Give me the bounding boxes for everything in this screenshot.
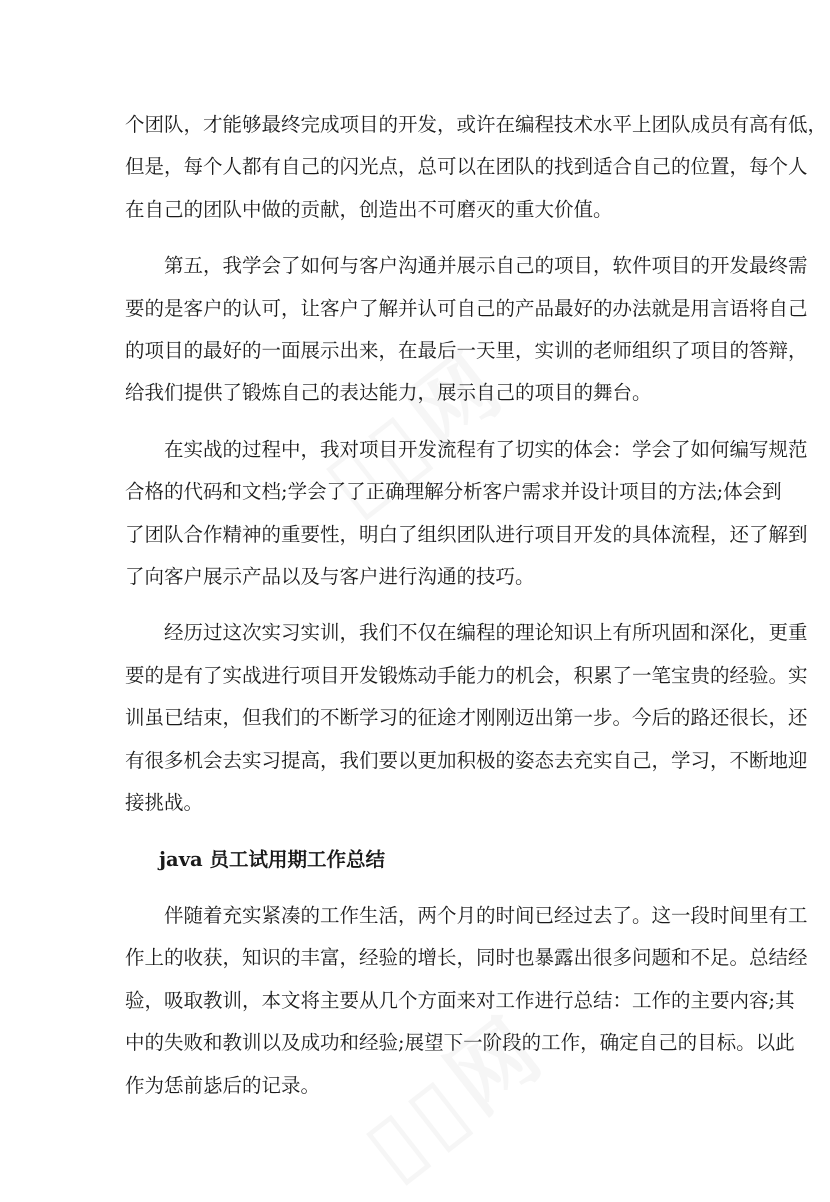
text-line: 验，吸取教训，本文将主要从几个方面来对工作进行总结：工作的主要内容;其: [125, 988, 795, 1012]
text-line: 了向客户展示产品以及与客户进行沟通的技巧。: [125, 565, 535, 589]
text-line: 作上的收获，知识的丰富，经验的增长，同时也暴露出很多问题和不足。总结经: [125, 946, 808, 970]
paragraph-training-summary: [125, 612, 808, 824]
text-line: 了团队合作精神的重要性，明白了组织团队进行项目开发的具体流程，还了解到: [125, 522, 808, 546]
paragraph-practice-experience: [125, 429, 808, 599]
text-line: 经历过这次实习实训，我们不仅在编程的理论知识上有所巩固和深化，更重: [164, 621, 808, 645]
text-line: 要的是有了实战进行项目开发锻炼动手能力的机会，积累了一笔宝贵的经验。实: [125, 663, 808, 687]
text-line: 有很多机会去实习提高，我们要以更加积极的姿态去充实自己，学习，不断地迎: [125, 748, 808, 772]
text-line: 第五，我学会了如何与客户沟通并展示自己的项目，软件项目的开发最终需: [164, 254, 808, 278]
text-line: 伴随着充实紧凑的工作生活，两个月的时间已经过去了。这一段时间里有工: [164, 903, 808, 927]
text-line: 个团队，才能够最终完成项目的开发，或许在编程技术水平上团队成员有高有低，: [125, 113, 828, 136]
paragraph-team-contribution: [125, 104, 828, 231]
section-heading: java 员工试用期工作总结: [159, 847, 385, 871]
text-line: 在实战的过程中，我对项目开发流程有了切实的体会：学会了如何编写规范: [164, 437, 808, 461]
text-line: 作为恁前毖后的记录。: [125, 1073, 321, 1097]
text-line: 中的失败和教训以及成功和经验;展望下一阶段的工作，确定自己的目标。以此: [125, 1031, 795, 1055]
document-body: [125, 104, 828, 1121]
text-line: 给我们提供了锻炼自己的表达能力，展示自己的项目的舞台。: [125, 381, 652, 405]
paragraph-client-communication: [125, 245, 808, 415]
text-line: 的项目的最好的一面展示出来，在最后一天里，实训的老师组织了项目的答辩，: [125, 339, 808, 363]
text-line: 但是，每个人都有自己的闪光点，总可以在团队的找到适合自己的位置，每个人: [125, 155, 808, 179]
text-line: 合格的代码和文档;学会了了正确理解分析客户需求并设计项目的方法;体会到: [125, 480, 782, 504]
text-line: 接挑战。: [125, 791, 204, 815]
text-line: 在自己的团队中做的贡献，创造出不可磨灭的重大价值。: [125, 197, 613, 221]
paragraph-probation-summary: [125, 895, 808, 1107]
text-line: 要的是客户的认可，让客户了解并认可自己的产品最好的办法就是用言语将自己: [125, 296, 808, 320]
text-line: 训虽已结束，但我们的不断学习的征途才刚刚迈出第一步。今后的路还很长，还: [125, 706, 808, 730]
